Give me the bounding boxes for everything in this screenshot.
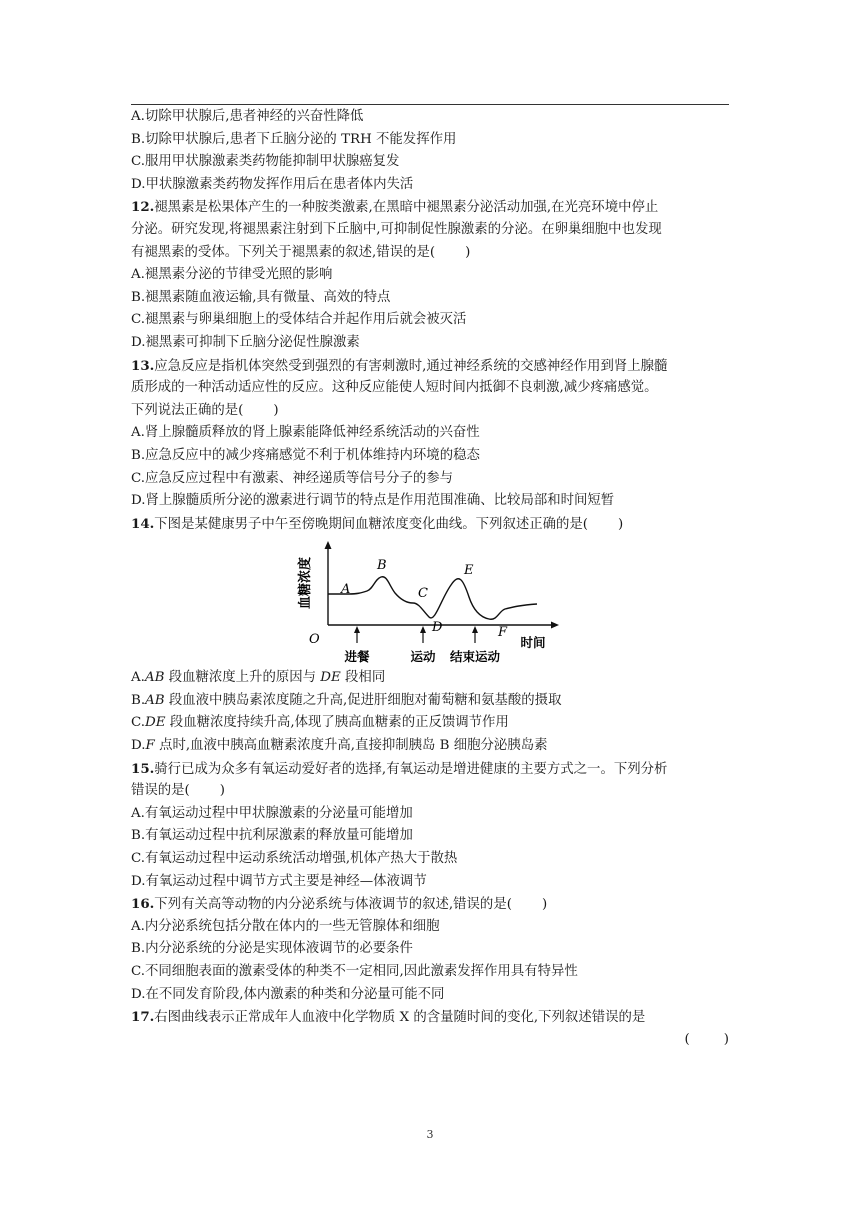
q16-option-d: D.在不同发育阶段,体内激素的种类和分泌量可能不同 bbox=[131, 986, 445, 1002]
point-label-e: E bbox=[464, 563, 474, 579]
point-label-a: A bbox=[341, 582, 351, 598]
glucose-curve bbox=[328, 577, 537, 620]
page-number: 3 bbox=[426, 1128, 434, 1141]
q16-stem: 16.下列有关高等动物的内分泌系统与体液调节的叙述,错误的是( ) bbox=[131, 896, 548, 913]
y-axis-label: 血糖浓度 bbox=[298, 557, 313, 610]
x-axis-label: 时间 bbox=[520, 635, 546, 651]
q15-option-b: B.有氧运动过程中抗利尿激素的释放量可能增加 bbox=[131, 828, 413, 844]
q14-option-c: C.DE 段血糖浓度持续升高,体现了胰高血糖素的正反馈调节作用 bbox=[131, 715, 509, 731]
point-label-f: F bbox=[498, 625, 508, 641]
point-label-d: D bbox=[432, 620, 443, 636]
q11-option-a: A.切除甲状腺后,患者神经的兴奋性降低 bbox=[131, 109, 364, 124]
q15-option-d: D.有氧运动过程中调节方式主要是神经—体液调节 bbox=[131, 873, 427, 889]
q13-option-d: D.肾上腺髓质所分泌的激素进行调节的特点是作用范围准确、比较局部和时间短暂 bbox=[131, 493, 615, 509]
q14-number: 14. bbox=[131, 515, 155, 532]
event-arrow-end-exercise-head bbox=[472, 626, 478, 633]
event-arrow-exercise-head bbox=[420, 626, 426, 633]
y-axis-arrow bbox=[325, 541, 332, 549]
q12-option-d: D.褪黑素可抑制下丘脑分泌促性腺激素 bbox=[131, 334, 360, 350]
blood-glucose-figure bbox=[131, 535, 731, 667]
q12-option-a: A.褪黑素分泌的节律受光照的影响 bbox=[131, 267, 333, 283]
q12-stem-line-2: 分泌。研究发现,将褪黑素注射到下丘脑中,可抑制促性腺激素的分泌。在卵巢细胞中也发现 bbox=[131, 221, 662, 237]
q14-option-a: A.AB 段血糖浓度上升的原因与 DE 段相同 bbox=[131, 670, 386, 686]
q15-stem-line-2: 错误的是( ) bbox=[131, 783, 226, 799]
q13-number: 13. bbox=[131, 357, 155, 374]
q16-option-c: C.不同细胞表面的激素受体的种类不一定相同,因此激素发挥作用具有特异性 bbox=[131, 964, 578, 979]
q11-option-b: B.切除甲状腺后,患者下丘脑分泌的 TRH 不能发挥作用 bbox=[131, 131, 457, 147]
event-label-meal: 进餐 bbox=[344, 649, 370, 665]
q11-option-d: D.甲状腺激素类药物发挥作用后在患者体内失活 bbox=[131, 176, 414, 192]
q14-option-b: B.AB 段血液中胰岛素浓度随之升高,促进肝细胞对葡萄糖和氨基酸的摄取 bbox=[131, 692, 562, 708]
q12-option-b: B.褪黑素随血液运输,具有微量、高效的特点 bbox=[131, 289, 391, 305]
event-arrow-meal-head bbox=[354, 626, 360, 633]
point-label-c: C bbox=[418, 586, 428, 602]
q13-stem-line-1: 13.应急反应是指机体突然受到强烈的有害刺激时,通过神经系统的交感神经作用到肾上腺髓 bbox=[131, 357, 668, 374]
q12-stem-line-1: 12.褪黑素是松果体产生的一种胺类激素,在黑暗中褪黑素分泌活动加强,在光亮环境中停止 bbox=[131, 199, 659, 216]
header-rule bbox=[131, 104, 729, 105]
q17-stem: 17.右图曲线表示正常成年人血液中化学物质 X 的含量随时间的变化,下列叙述错误的是 bbox=[131, 1009, 646, 1026]
q16-option-a: A.内分泌系统包括分散在体内的一些无管腺体和细胞 bbox=[131, 918, 440, 934]
q17-number: 17. bbox=[131, 1009, 155, 1026]
q16-option-b: B.内分泌系统的分泌是实现体液调节的必要条件 bbox=[131, 941, 413, 957]
q11-option-c: C.服用甲状腺激素类药物能抑制甲状腺癌复发 bbox=[131, 154, 400, 170]
q15-number: 15. bbox=[131, 760, 155, 777]
q12-number: 12. bbox=[131, 199, 155, 216]
blood-glucose-curve-diagram bbox=[298, 537, 561, 665]
q14-option-d: D.F 点时,血液中胰高血糖素浓度升高,直接抑制胰岛 B 细胞分泌胰岛素 bbox=[131, 738, 548, 754]
q16-number: 16. bbox=[131, 896, 155, 913]
q15-stem-line-1: 15.骑行已成为众多有氧运动爱好者的选择,有氧运动是增进健康的主要方式之一。下列分析 bbox=[131, 760, 668, 777]
q12-option-c: C.褪黑素与卵巢细胞上的受体结合并起作用后就会被灭活 bbox=[131, 312, 467, 328]
q14-stem: 14.下图是某健康男子中午至傍晚期间血糖浓度变化曲线。下列叙述正确的是( ) bbox=[131, 515, 624, 532]
q15-option-c: C.有氧运动过程中运动系统活动增强,机体产热大于散热 bbox=[131, 851, 458, 867]
point-label-b: B bbox=[377, 558, 387, 574]
q13-stem-line-2: 质形成的一种活动适应性的反应。这种反应能使人短时间内抵御不良刺激,减少疼痛感觉。 bbox=[131, 380, 658, 396]
q13-option-a: A.肾上腺髓质释放的肾上腺素能降低神经系统活动的兴奋性 bbox=[131, 425, 480, 441]
q13-stem-line-3: 下列说法正确的是( ) bbox=[131, 402, 279, 418]
origin-label: O bbox=[309, 632, 320, 648]
x-axis-arrow bbox=[551, 622, 559, 629]
event-label-end-exercise: 结束运动 bbox=[449, 649, 501, 665]
q15-option-a: A.有氧运动过程中甲状腺激素的分泌量可能增加 bbox=[131, 805, 413, 821]
q13-option-b: B.应急反应中的减少疼痛感觉不利于机体维持内环境的稳态 bbox=[131, 447, 480, 463]
question-content bbox=[131, 106, 731, 1051]
q12-stem-line-3: 有褪黑素的受体。下列关于褪黑素的叙述,错误的是( ) bbox=[131, 244, 471, 260]
q13-option-c: C.应急反应过程中有激素、神经递质等信号分子的参与 bbox=[131, 470, 454, 486]
q17-answer-parens: ( ) bbox=[684, 1031, 729, 1047]
event-label-exercise: 运动 bbox=[410, 649, 436, 665]
